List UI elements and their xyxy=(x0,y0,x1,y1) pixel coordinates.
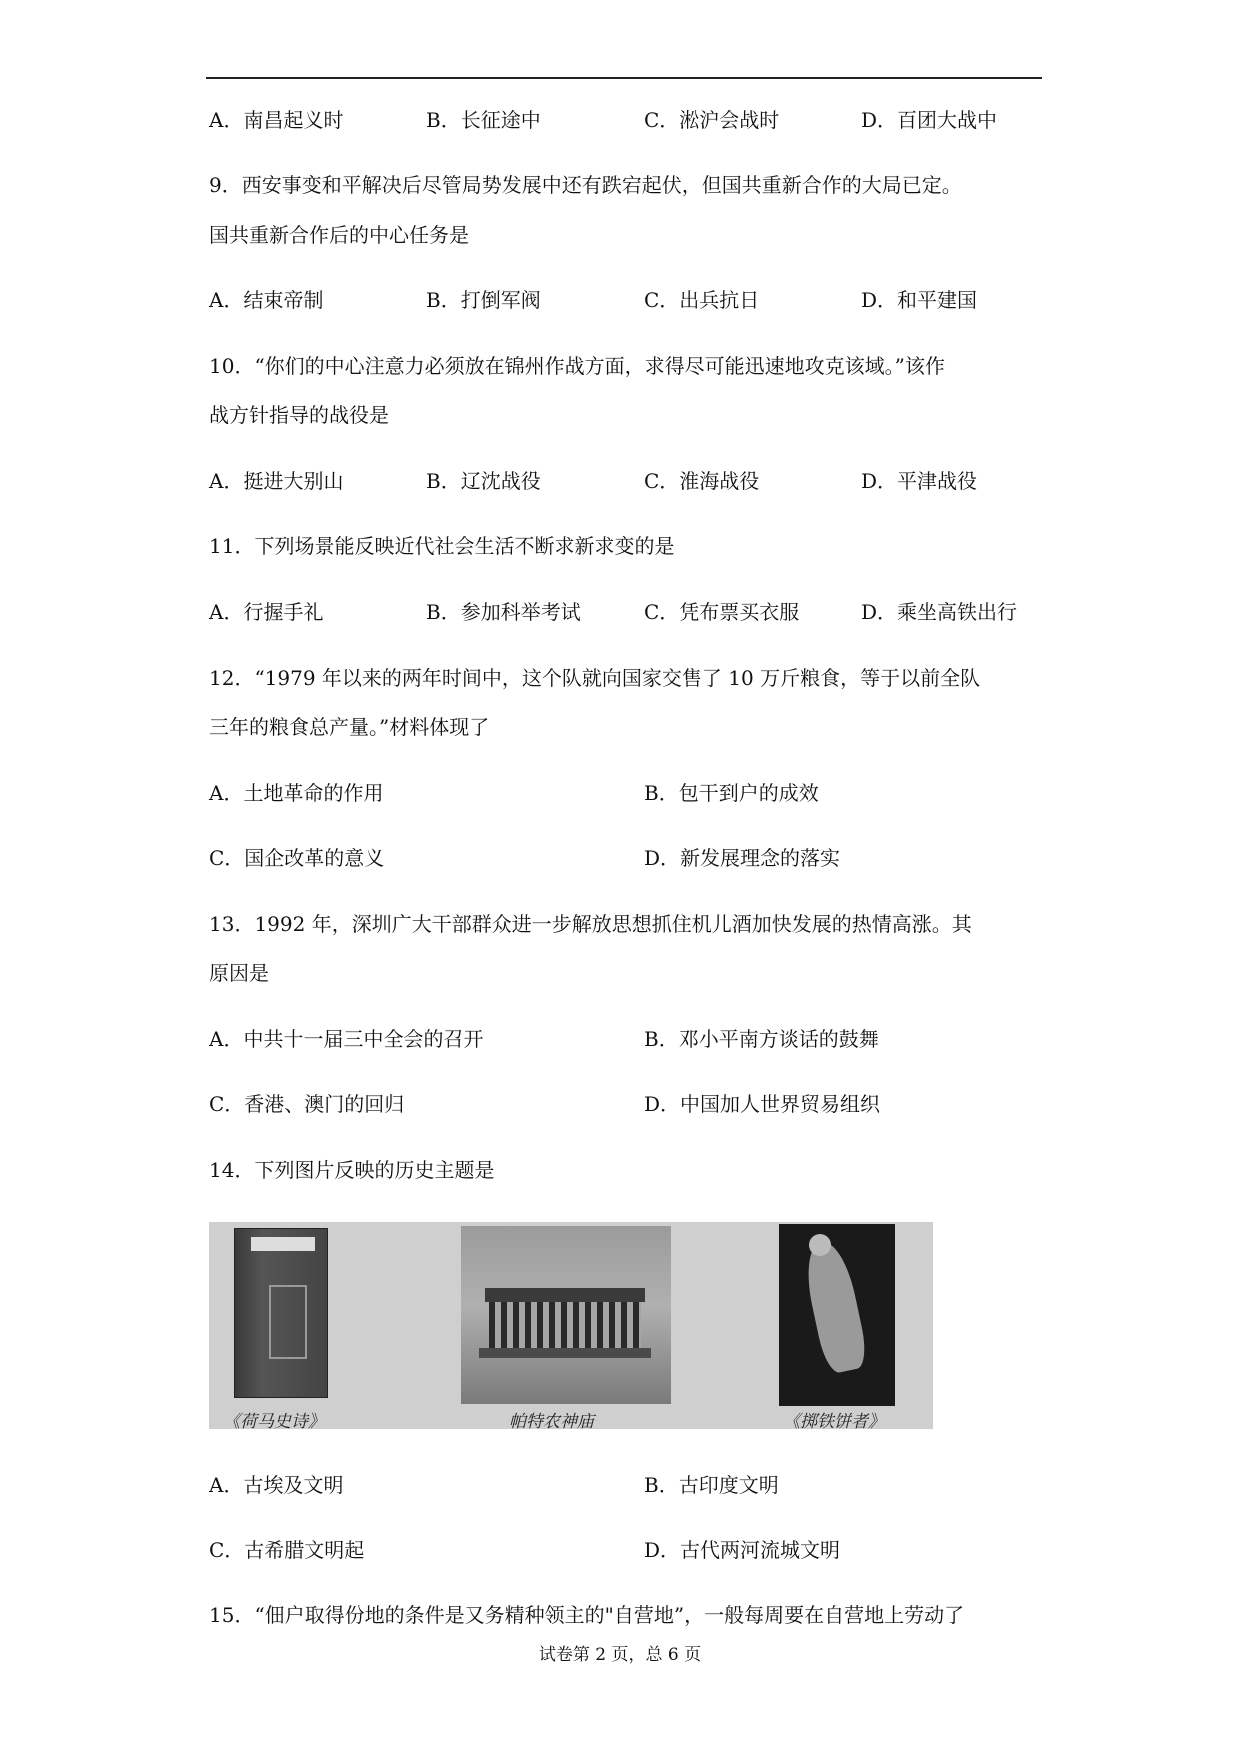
homer-epic-book-image xyxy=(234,1228,328,1398)
q10-option-d: D．平津战役 xyxy=(861,469,978,493)
q10-stem-line2: 战方针指导的战役是 xyxy=(209,403,389,427)
q14-option-d: D．古代两河流城文明 xyxy=(644,1538,841,1562)
q9-option-d: D．和平建国 xyxy=(861,288,978,312)
q14-option-a: A．古埃及文明 xyxy=(209,1473,344,1497)
discobolus-image xyxy=(779,1224,895,1406)
q11-option-b: B．参加科举考试 xyxy=(426,600,581,624)
q12-stem-line1: 12．“1979 年以来的两年时间中，这个队就向国家交售了 10 万斤粮食，等于以前全队 xyxy=(209,666,981,690)
q10-option-a: A．挺进大别山 xyxy=(209,469,344,493)
q14-option-c: C．古希腊文明起 xyxy=(209,1538,365,1562)
q8-option-a: A．南昌起义时 xyxy=(209,108,344,132)
q8-option-d: D．百团大战中 xyxy=(861,108,998,132)
q14-option-b: B．古印度文明 xyxy=(644,1473,779,1497)
header-rule xyxy=(206,77,1042,79)
q10-stem-line1: 10．“你们的中心注意力必须放在锦州作战方面，求得尽可能迅速地攻克该域。”该作 xyxy=(209,354,945,378)
q13-option-d: D．中国加人世界贸易组织 xyxy=(644,1092,881,1116)
q14-stem-line1: 14．下列图片反映的历史主题是 xyxy=(209,1158,495,1182)
q12-option-b: B．包干到户的成效 xyxy=(644,781,819,805)
q9-option-b: B．打倒军阀 xyxy=(426,288,541,312)
caption-parthenon: 帕特农神庙 xyxy=(509,1412,594,1429)
q10-option-b: B．辽沈战役 xyxy=(426,469,541,493)
q12-option-a: A．土地革命的作用 xyxy=(209,781,384,805)
q12-option-c: C．国企改革的意义 xyxy=(209,846,385,870)
parthenon-image xyxy=(461,1226,671,1404)
q11-option-c: C．凭布票买衣服 xyxy=(644,600,800,624)
q13-option-a: A．中共十一届三中全会的召开 xyxy=(209,1027,484,1051)
q13-option-c: C．香港、澳门的回归 xyxy=(209,1092,405,1116)
q9-option-a: A．结束帝制 xyxy=(209,288,324,312)
caption-homer: 《荷马史诗》 xyxy=(223,1412,325,1429)
q11-option-d: D．乘坐高铁出行 xyxy=(861,600,1018,624)
page-footer: 试卷第 2 页，总 6 页 xyxy=(538,1645,702,1665)
q9-stem-line2: 国共重新合作后的中心任务是 xyxy=(209,223,469,247)
q11-stem-line1: 11．下列场景能反映近代社会生活不断求新求变的是 xyxy=(209,534,675,558)
q8-option-b: B．长征途中 xyxy=(426,108,541,132)
caption-discobolus: 《掷铁饼者》 xyxy=(783,1412,885,1429)
q9-stem-line1: 9．西安事变和平解决后尽管局势发展中还有跌宕起伏，但国共重新合作的大局已定。 xyxy=(209,173,962,197)
q13-stem-line2: 原因是 xyxy=(209,961,269,985)
q12-stem-line2: 三年的粮食总产量。”材料体现了 xyxy=(209,715,490,739)
q13-option-b: B．邓小平南方谈话的鼓舞 xyxy=(644,1027,879,1051)
q13-stem-line1: 13．1992 年，深圳广大干部群众进一步解放思想抓住机儿酒加快发展的热情高涨。其 xyxy=(209,912,972,936)
q14-figure xyxy=(209,1222,933,1429)
q15-stem-line1: 15．“佃户取得份地的条件是又务精种领主的"自营地”，一般每周要在自营地上劳动了 xyxy=(209,1603,965,1627)
q10-option-c: C．淮海战役 xyxy=(644,469,760,493)
q8-option-c: C．淞沪会战时 xyxy=(644,108,780,132)
q11-option-a: A．行握手礼 xyxy=(209,600,324,624)
q9-option-c: C．出兵抗日 xyxy=(644,288,760,312)
q12-option-d: D．新发展理念的落实 xyxy=(644,846,841,870)
